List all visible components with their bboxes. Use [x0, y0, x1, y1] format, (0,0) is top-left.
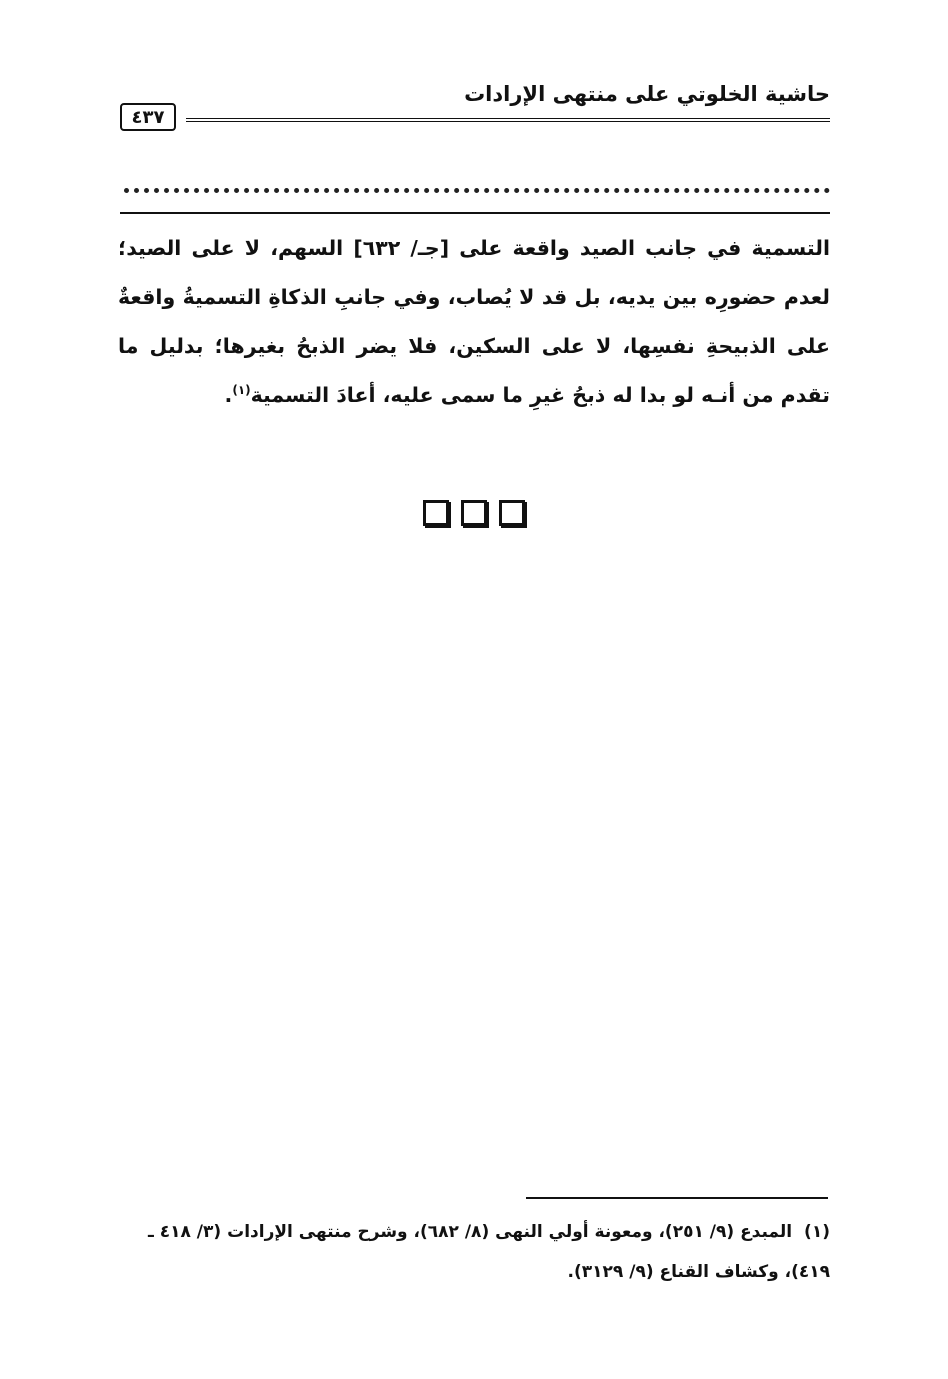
end-square-icon: [461, 500, 487, 526]
footnote-line-1: [110, 1212, 830, 1252]
main-paragraph-text: التسمية في جانب الصيد واقعة على [جـ/ ٦٣٢] السهم، لا على الصيد؛ لعدم حضورِه بين يديه، بل قد لا يُصاب، وفي جانبِ الذكاةِ التسميةُ واقعةٌ على الذبيحةِ نفسِها، لا على السكين، فلا يضر الذبحُ بغيرها؛ بدليل ما تقدم من أنـه لو بدا له ذبحُ غيرِ ما سمى عليه، أعادَ التسمية: [118, 236, 831, 407]
end-square-icon: [423, 500, 449, 526]
page-number: ٤٣٧: [120, 103, 176, 131]
footnote-text: المبدع (٩/ ٢٥١)، ومعونة أولي النهى (٨/ ٦٨٢)، وشرح منتهى الإرادات (٣/ ٤١٨ ـ: [148, 1222, 793, 1242]
running-title: حاشية الخلوتي على منتهى الإرادات: [464, 82, 830, 106]
top-rule: [120, 212, 830, 214]
main-paragraph: [118, 224, 830, 420]
paragraph-end-punctuation: .: [224, 383, 233, 407]
footnote-reference[interactable]: (١): [232, 383, 251, 398]
header-double-rule: [186, 118, 830, 122]
footnotes: [110, 1212, 830, 1292]
dotted-separator: [124, 180, 830, 193]
section-end-mark: [0, 500, 948, 526]
end-square-icon: [499, 500, 525, 526]
footnote-line-2: ٤١٩)، وكشاف القناع (٩/ ٣١٢٩).: [567, 1262, 830, 1282]
footnote-rule: [526, 1197, 828, 1199]
footnote-number: (١): [804, 1222, 830, 1242]
